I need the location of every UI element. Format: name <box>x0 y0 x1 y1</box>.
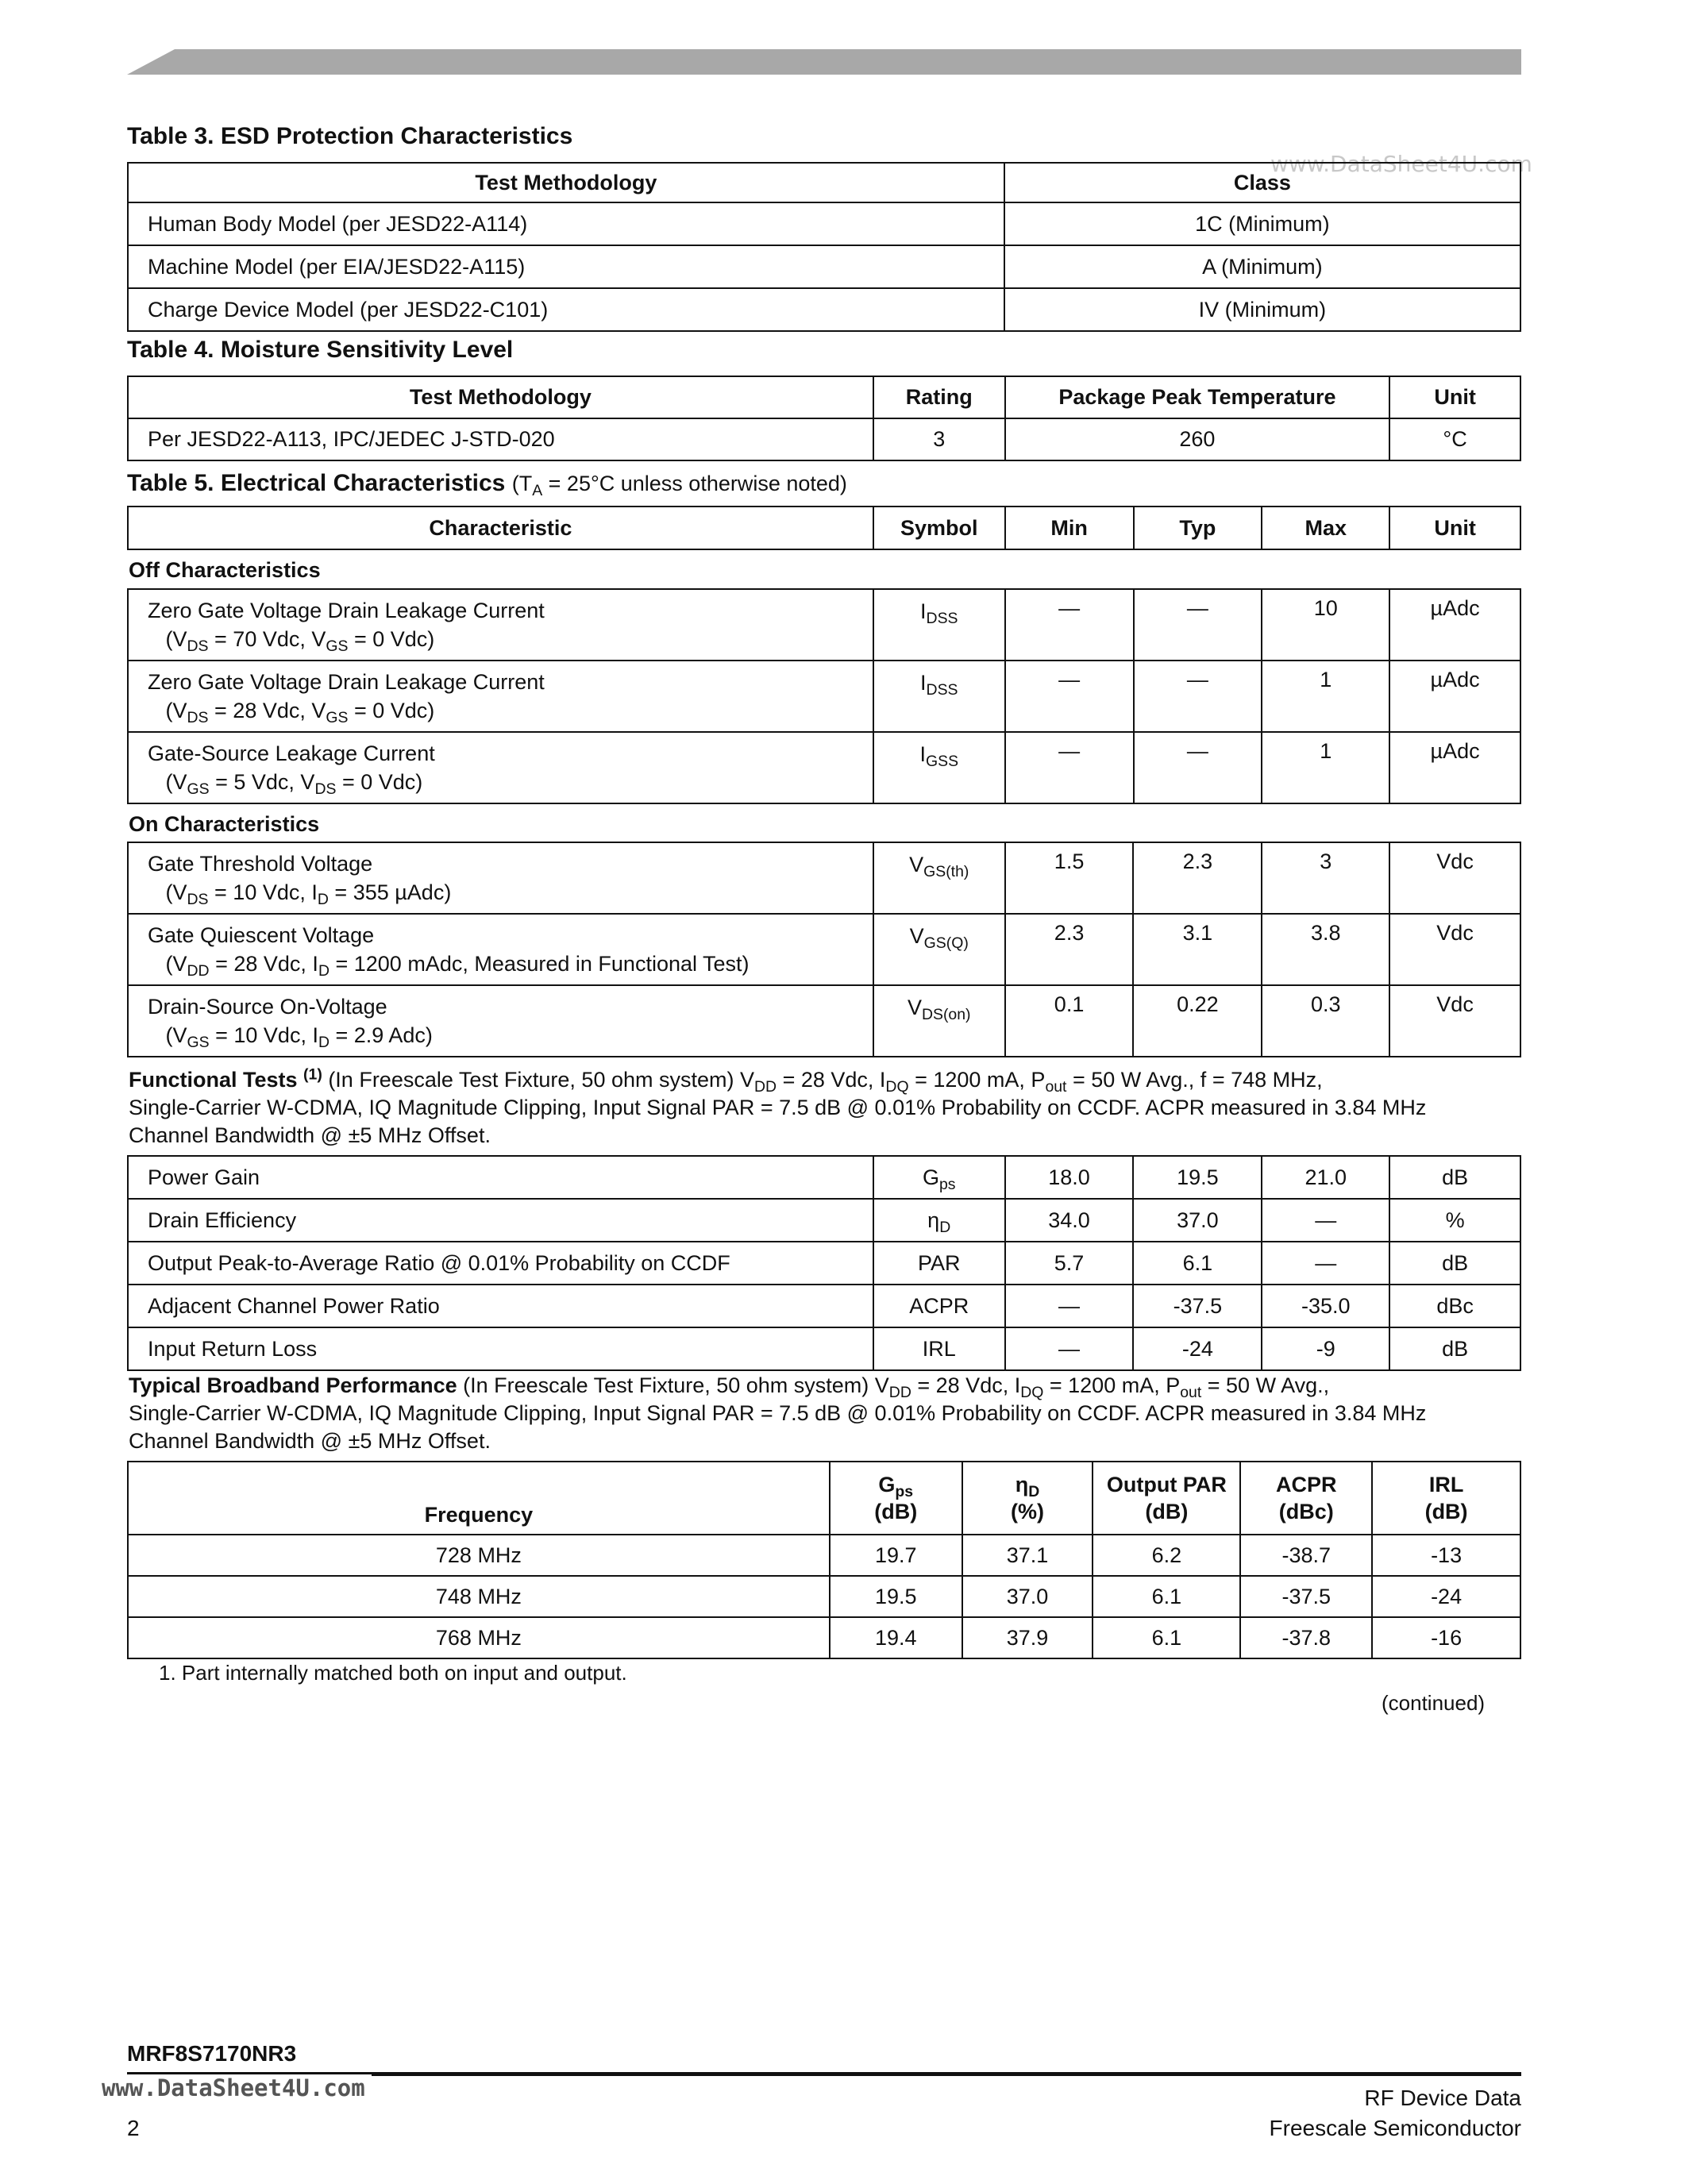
broadband-cell: 6.2 <box>1093 1535 1240 1576</box>
min-cell: — <box>1005 1327 1134 1370</box>
header-bar <box>127 49 1521 75</box>
table5-header-cell: Max <box>1262 507 1389 549</box>
table3-cell: Charge Device Model (per JESD22-C101) <box>128 288 1004 331</box>
symbol-cell: $\eta_D$ <box>873 1199 1005 1242</box>
min-cell: — <box>1005 589 1134 661</box>
typ-cell: 37.0 <box>1133 1199 1262 1242</box>
table3-title: Table 3. ESD Protection Characteristics <box>127 123 573 149</box>
table3-cell: IV (Minimum) <box>1004 288 1520 331</box>
off-characteristics-table <box>127 588 1521 804</box>
table4-cell: °C <box>1389 418 1520 460</box>
broadband-header-par: Output PAR (dB) <box>1093 1462 1240 1535</box>
table-row <box>128 1617 1520 1658</box>
broadband-cell: 37.9 <box>962 1617 1093 1658</box>
min-cell: 34.0 <box>1005 1199 1134 1242</box>
table5-header-cell: Symbol <box>873 507 1005 549</box>
watermark-top: www.DataSheet4U.com <box>1270 151 1532 177</box>
table-row <box>128 1199 1520 1242</box>
broadband-cell: -37.5 <box>1240 1576 1372 1617</box>
footer-watermark: www.DataSheet4U.com <box>95 2074 372 2101</box>
min-cell: — <box>1005 1285 1134 1327</box>
broadband-cell: 748 MHz <box>128 1576 830 1617</box>
functional-tests-description: Functional Tests $^{(1)}$ (In Freescale Test Fixture, 50 ohm system) $V_{DD} = 28$ Vdc, $I_{DQ} = 1200$ mA, $P_{out} = 50$ W Avg., f = 748 MHz, Single-Carrier W-CDMA, IQ Magnitude Clipping, Input Signal PAR = 7.5 dB @ 0.01% Probability on CCDF. ACPR measured in 3.84 MHz Channel Bandwidth @ ±5 MHz Offset. <box>129 1065 1427 1147</box>
broadband-cell: -38.7 <box>1240 1535 1372 1576</box>
functional-tests-table <box>127 1155 1521 1371</box>
characteristic-cell: Drain-Source On-Voltage ($V_{GS} = 10$ Vdc, $I_D = 2.9$ Adc) <box>128 985 873 1057</box>
typ-cell: 0.22 <box>1133 985 1262 1057</box>
footnote-ref: (1) <box>303 1065 322 1084</box>
symbol-cell: $G_{ps}$ <box>873 1156 1005 1199</box>
typ-cell: — <box>1134 732 1262 803</box>
table-row <box>128 1285 1520 1327</box>
characteristic-cell: Gate-Source Leakage Current ($V_{GS} = 5$ Vdc, $V_{DS} = 0$ Vdc) <box>128 732 873 803</box>
broadband-cell: -16 <box>1372 1617 1520 1658</box>
unit-cell: Vdc <box>1389 914 1520 985</box>
table3-header-method: Test Methodology <box>128 163 1004 202</box>
part-number: MRF8S7170NR3 <box>127 2041 297 2066</box>
typ-cell: 2.3 <box>1133 842 1262 914</box>
page-number: 2 <box>127 2116 140 2140</box>
table-row <box>128 202 1520 245</box>
on-characteristics-label: On Characteristics <box>129 812 320 836</box>
max-cell: 10 <box>1262 589 1389 661</box>
symbol-cell: $I_{GSS}$ <box>873 732 1005 803</box>
table-row <box>128 418 1520 460</box>
table-row <box>128 914 1520 985</box>
broadband-header-irl: IRL (dB) <box>1372 1462 1520 1535</box>
characteristic-cell: Gate Threshold Voltage ($V_{DS} = 10$ Vdc, $I_D = 355$ µAdc) <box>128 842 873 914</box>
max-cell: 3 <box>1262 842 1389 914</box>
table5-header-cell: Characteristic <box>128 507 873 549</box>
characteristic-cell: Gate Quiescent Voltage ($V_{DD} = 28$ Vdc, $I_D = 1200$ mAdc, Measured in Functional Test) <box>128 914 873 985</box>
table4-header: Unit <box>1389 376 1520 418</box>
table4-header: Test Methodology <box>128 376 873 418</box>
min-cell: 5.7 <box>1005 1242 1134 1285</box>
symbol-cell: $I_{DSS}$ <box>873 661 1005 732</box>
broadband-header-frequency: Frequency <box>128 1462 830 1535</box>
min-cell: — <box>1005 661 1134 732</box>
max-cell: — <box>1262 1199 1389 1242</box>
table-row <box>128 1242 1520 1285</box>
unit-cell: dB <box>1389 1242 1520 1285</box>
unit-cell: Vdc <box>1389 985 1520 1057</box>
typ-cell: -24 <box>1133 1327 1262 1370</box>
min-cell: 1.5 <box>1005 842 1134 914</box>
table4-cell: 260 <box>1005 418 1389 460</box>
symbol-cell: $V_{DS(on)}$ <box>873 985 1005 1057</box>
max-cell: -35.0 <box>1262 1285 1389 1327</box>
unit-cell: dB <box>1389 1327 1520 1370</box>
min-cell: — <box>1005 732 1134 803</box>
footnote: 1. Part internally matched both on input and output. <box>159 1661 627 1685</box>
footer-company: Freescale Semiconductor <box>1269 2116 1521 2140</box>
table3-cell: Machine Model (per EIA/JESD22-A115) <box>128 245 1004 288</box>
broadband-cell: -37.8 <box>1240 1617 1372 1658</box>
table3-cell: 1C (Minimum) <box>1004 202 1520 245</box>
table-row <box>128 288 1520 331</box>
table4-cell: Per JESD22-A113, IPC/JEDEC J-STD-020 <box>128 418 873 460</box>
broadband-cell: -13 <box>1372 1535 1520 1576</box>
table5-note: ($T_A = 25^\circ C$ unless otherwise noted) <box>511 472 847 499</box>
broadband-cell: 37.0 <box>962 1576 1093 1617</box>
table5-header-cell: Min <box>1005 507 1134 549</box>
broadband-header-acpr: ACPR (dBc) <box>1240 1462 1372 1535</box>
unit-cell: dBc <box>1389 1285 1520 1327</box>
table4 <box>127 376 1521 461</box>
max-cell: — <box>1262 1242 1389 1285</box>
unit-cell: dB <box>1389 1156 1520 1199</box>
broadband-cell: -24 <box>1372 1576 1520 1617</box>
characteristic-cell: Output Peak-to-Average Ratio @ 0.01% Probability on CCDF <box>128 1242 873 1285</box>
broadband-header-eta: $\eta_D$ (%) <box>962 1462 1093 1535</box>
table-row <box>128 661 1520 732</box>
broadband-cell: 37.1 <box>962 1535 1093 1576</box>
table3-cell: Human Body Model (per JESD22-A114) <box>128 202 1004 245</box>
broadband-cell: 6.1 <box>1093 1576 1240 1617</box>
characteristic-cell: Drain Efficiency <box>128 1199 873 1242</box>
symbol-cell: $V_{GS(Q)}$ <box>873 914 1005 985</box>
table5-title <box>127 470 847 497</box>
table-row <box>128 245 1520 288</box>
max-cell: 21.0 <box>1262 1156 1389 1199</box>
typ-cell: — <box>1134 661 1262 732</box>
characteristic-cell: Zero Gate Voltage Drain Leakage Current ($V_{DS} = 28$ Vdc, $V_{GS} = 0$ Vdc) <box>128 661 873 732</box>
broadband-header-gps: $G_{ps}$ (dB) <box>830 1462 962 1535</box>
broadband-label: Typical Broadband Performance <box>129 1373 457 1397</box>
table3-header-class: Class <box>1004 163 1520 202</box>
table5-header <box>127 506 1521 550</box>
symbol-cell: PAR <box>873 1242 1005 1285</box>
table-row <box>128 589 1520 661</box>
characteristic-cell: Adjacent Channel Power Ratio <box>128 1285 873 1327</box>
unit-cell: µAdc <box>1389 661 1520 732</box>
min-cell: 0.1 <box>1005 985 1134 1057</box>
max-cell: -9 <box>1262 1327 1389 1370</box>
unit-cell: Vdc <box>1389 842 1520 914</box>
unit-cell: µAdc <box>1389 589 1520 661</box>
broadband-cell: 19.7 <box>830 1535 962 1576</box>
table-row <box>128 1156 1520 1199</box>
unit-cell: % <box>1389 1199 1520 1242</box>
broadband-description: Typical Broadband Performance (In Freescale Test Fixture, 50 ohm system) $V_{DD} = 28$ Vdc, $I_{DQ} = 1200$ mA, $P_{out} = 50$ W Avg., Single-Carrier W-CDMA, IQ Magnitude Clipping, Input Signal PAR = 7.5 dB @ 0.01% Probability on CCDF. ACPR measured in 3.84 MHz Channel Bandwidth @ ±5 MHz Offset. <box>129 1373 1427 1453</box>
table3-cell: A (Minimum) <box>1004 245 1520 288</box>
max-cell: 3.8 <box>1262 914 1389 985</box>
table4-header: Package Peak Temperature <box>1005 376 1389 418</box>
table3 <box>127 162 1521 332</box>
table-row <box>128 842 1520 914</box>
max-cell: 0.3 <box>1262 985 1389 1057</box>
typ-cell: 6.1 <box>1133 1242 1262 1285</box>
min-cell: 2.3 <box>1005 914 1134 985</box>
on-characteristics-table <box>127 842 1521 1057</box>
footer-doc-type: RF Device Data <box>1364 2086 1521 2110</box>
broadband-cell: 728 MHz <box>128 1535 830 1576</box>
max-cell: 1 <box>1262 661 1389 732</box>
min-cell: 18.0 <box>1005 1156 1134 1199</box>
functional-tests-label: Functional Tests <box>129 1068 298 1092</box>
table4-cell: 3 <box>873 418 1005 460</box>
symbol-cell: $I_{DSS}$ <box>873 589 1005 661</box>
symbol-cell: $V_{GS(th)}$ <box>873 842 1005 914</box>
max-cell: 1 <box>1262 732 1389 803</box>
typ-cell: -37.5 <box>1133 1285 1262 1327</box>
table4-header: Rating <box>873 376 1005 418</box>
typ-cell: 19.5 <box>1133 1156 1262 1199</box>
characteristic-cell: Input Return Loss <box>128 1327 873 1370</box>
typ-cell: 3.1 <box>1133 914 1262 985</box>
table5-title-text: Table 5. Electrical Characteristics <box>127 470 506 496</box>
characteristic-cell: Zero Gate Voltage Drain Leakage Current ($V_{DS} = 70$ Vdc, $V_{GS} = 0$ Vdc) <box>128 589 873 661</box>
table-row <box>128 1576 1520 1617</box>
broadband-cell: 6.1 <box>1093 1617 1240 1658</box>
symbol-cell: ACPR <box>873 1285 1005 1327</box>
broadband-table <box>127 1461 1521 1659</box>
table5-header-cell: Unit <box>1389 507 1520 549</box>
table5-header-cell: Typ <box>1134 507 1262 549</box>
table-row <box>128 1535 1520 1576</box>
symbol-cell: IRL <box>873 1327 1005 1370</box>
broadband-cell: 19.4 <box>830 1617 962 1658</box>
characteristic-cell: Power Gain <box>128 1156 873 1199</box>
table-row <box>128 985 1520 1057</box>
unit-cell: µAdc <box>1389 732 1520 803</box>
continued-label: (continued) <box>1382 1691 1486 1715</box>
typ-cell: — <box>1134 589 1262 661</box>
table4-title: Table 4. Moisture Sensitivity Level <box>127 337 514 363</box>
broadband-cell: 19.5 <box>830 1576 962 1617</box>
table-row <box>128 732 1520 803</box>
broadband-cell: 768 MHz <box>128 1617 830 1658</box>
off-characteristics-label: Off Characteristics <box>129 558 321 582</box>
table-row <box>128 1327 1520 1370</box>
